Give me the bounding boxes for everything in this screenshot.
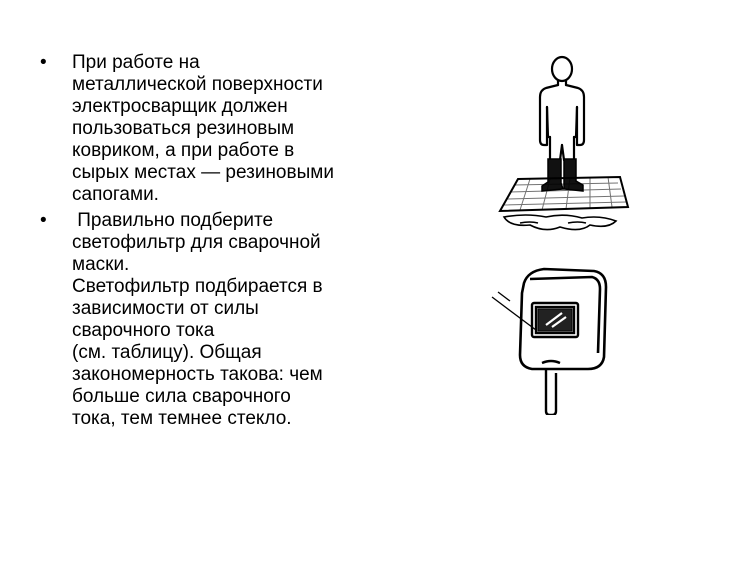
bullet-line: больше сила сварочного — [72, 386, 291, 407]
bullet-line: сапогами. — [72, 184, 159, 205]
bullet-line: сырых местах — резиновыми — [72, 162, 334, 183]
bullet-item-light-filter — [40, 210, 370, 430]
bullet-line: закономерность такова: чем — [72, 364, 323, 385]
bullet-line: сварочного тока — [72, 320, 215, 341]
bullet-marker: • — [40, 210, 47, 231]
bullet-line: светофильтр для сварочной — [72, 232, 321, 253]
bullet-line: Правильно подберите — [72, 210, 274, 231]
bullet-line: металлической поверхности — [72, 74, 323, 95]
bullet-line: зависимости от силы — [72, 298, 259, 319]
bullet-line: маски. — [72, 254, 130, 275]
bullet-list — [40, 52, 370, 430]
bullet-line: При работе на — [72, 52, 200, 73]
bullet-line: тока, тем темнее стекло. — [72, 408, 292, 429]
person-on-rubber-mat-in-boots-icon — [490, 55, 630, 240]
welding-mask-with-light-filter-icon — [488, 265, 618, 415]
bullet-marker: • — [40, 52, 47, 73]
bullet-line: электросварщик должен — [72, 96, 288, 117]
bullet-item-rubber-protection — [40, 52, 370, 206]
bullet-line: (см. таблицу). Общая — [72, 342, 262, 363]
bullet-line: пользоваться резиновым — [72, 118, 295, 139]
bullet-line: Светофильтр подбирается в — [72, 276, 323, 297]
bullet-line: ковриком, а при работе в — [72, 140, 295, 161]
